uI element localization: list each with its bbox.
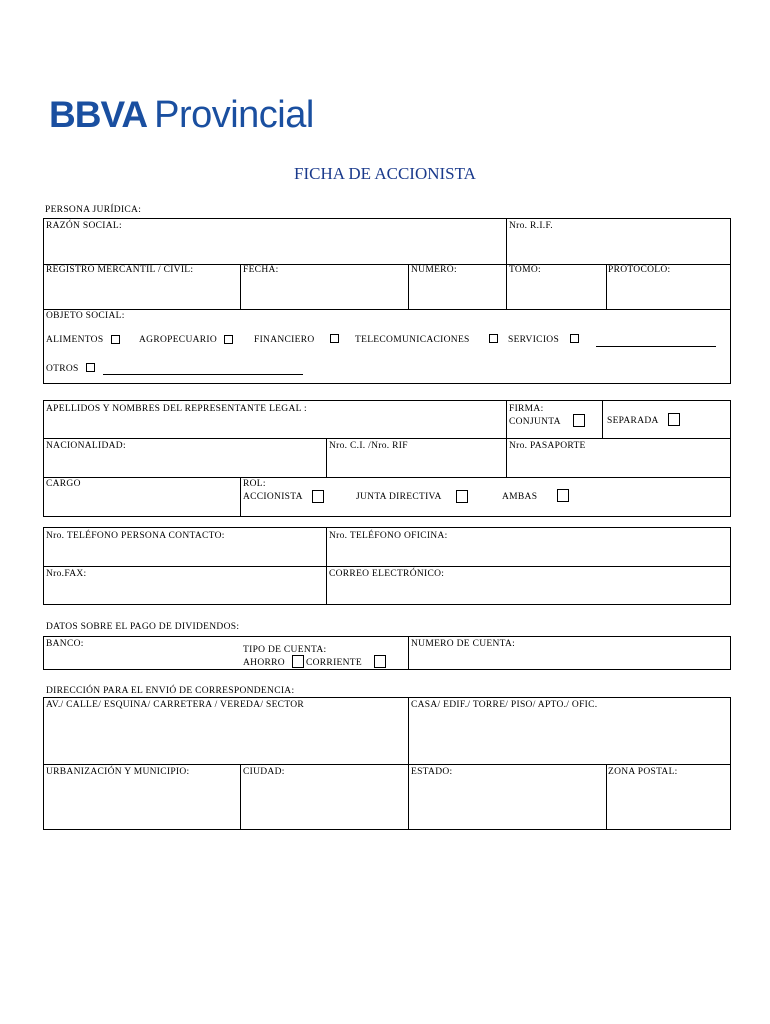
divider <box>506 264 507 309</box>
numero-field[interactable]: NUMERO: <box>411 265 457 275</box>
protocolo-field[interactable]: PROTOCOLO: <box>608 265 671 275</box>
ciudad-field[interactable]: CIUDAD: <box>243 767 285 777</box>
telecomunicaciones-checkbox[interactable] <box>489 334 498 343</box>
divider <box>326 527 327 605</box>
ahorro-checkbox[interactable] <box>292 655 304 668</box>
nacionalidad-field[interactable]: NACIONALIDAD: <box>46 441 126 451</box>
rol-label: ROL: <box>243 479 266 489</box>
conjunta-label: CONJUNTA <box>509 417 561 427</box>
logo-name: Provincial <box>154 94 314 136</box>
rif-field[interactable]: Nro. R.I.F. <box>509 221 553 231</box>
razon-social-field[interactable]: RAZÓN SOCIAL: <box>46 221 122 231</box>
fecha-field[interactable]: FECHA: <box>243 265 279 275</box>
divider <box>43 566 731 567</box>
correo-field[interactable]: CORREO ELECTRÓNICO: <box>329 569 445 579</box>
separada-label: SEPARADA <box>607 416 659 426</box>
calle-field[interactable]: AV./ CALLE/ ESQUINA/ CARRETERA / VEREDA/ SECTOR <box>46 700 305 710</box>
divider <box>408 697 409 830</box>
divider <box>506 218 507 264</box>
section-persona-juridica: PERSONA JURÍDICA: <box>45 205 142 215</box>
banco-field[interactable]: BANCO: <box>46 639 84 649</box>
estado-field[interactable]: ESTADO: <box>411 767 453 777</box>
numero-cuenta-field[interactable]: NUMERO DE CUENTA: <box>411 639 516 649</box>
objeto-social-label: OBJETO SOCIAL: <box>46 311 125 321</box>
financiero-label: FINANCIERO <box>254 335 315 345</box>
cargo-field[interactable]: CARGO <box>46 479 81 489</box>
casa-field[interactable]: CASA/ EDIF./ TORRE/ PISO/ APTO./ OFIC. <box>411 700 598 710</box>
divider <box>408 636 409 670</box>
corriente-checkbox[interactable] <box>374 655 386 668</box>
fax-field[interactable]: Nro.FAX: <box>46 569 87 579</box>
divider <box>326 438 327 477</box>
financiero-checkbox[interactable] <box>330 334 339 343</box>
ci-rif-field[interactable]: Nro. C.I. /Nro. RIF <box>329 441 408 451</box>
registro-mercantil-field[interactable]: REGISTRO MERCANTIL / CIVIL: <box>46 265 194 275</box>
section-direccion: DIRECCIÓN PARA EL ENVIÓ DE CORRESPONDENCIA: <box>46 686 295 696</box>
ahorro-label: AHORRO <box>243 658 285 668</box>
logo-brand: BBVA <box>49 94 148 135</box>
tipo-cuenta-label: TIPO DE CUENTA: <box>243 645 327 655</box>
accionista-label: ACCIONISTA <box>243 492 303 502</box>
page-title: FICHA DE ACCIONISTA <box>294 164 476 183</box>
divider <box>606 764 607 830</box>
accionista-checkbox[interactable] <box>312 490 324 503</box>
ambas-label: AMBAS <box>502 492 538 502</box>
divider <box>43 438 731 439</box>
alimentos-checkbox[interactable] <box>111 335 120 344</box>
conjunta-checkbox[interactable] <box>573 414 585 427</box>
apellidos-nombres-field[interactable]: APELLIDOS Y NOMBRES DEL REPRESENTANTE LEGAL : <box>46 404 307 414</box>
junta-directiva-label: JUNTA DIRECTIVA <box>356 492 442 502</box>
divider <box>240 264 241 309</box>
firma-label: FIRMA: <box>509 404 544 414</box>
telefono-contacto-field[interactable]: Nro. TELÉFONO PERSONA CONTACTO: <box>46 531 225 541</box>
separada-checkbox[interactable] <box>668 413 680 426</box>
divider <box>240 764 241 830</box>
telefono-oficina-field[interactable]: Nro. TELÉFONO OFICINA: <box>329 531 448 541</box>
servicios-label: SERVICIOS <box>508 335 560 345</box>
divider <box>602 400 603 438</box>
bbva-provincial-logo <box>49 94 314 138</box>
otros-label: OTROS <box>46 364 79 374</box>
zona-postal-field[interactable]: ZONA POSTAL: <box>608 767 678 777</box>
servicios-checkbox[interactable] <box>570 334 579 343</box>
corriente-label: CORRIENTE <box>306 658 363 668</box>
telecomunicaciones-label: TELECOMUNICACIONES <box>355 335 470 345</box>
pasaporte-field[interactable]: Nro. PASAPORTE <box>509 441 586 451</box>
agropecuario-checkbox[interactable] <box>224 335 233 344</box>
persona-juridica-table <box>43 218 731 384</box>
alimentos-label: ALIMENTOS <box>46 335 104 345</box>
otros-blank-line[interactable] <box>103 374 303 375</box>
divider <box>43 309 731 310</box>
servicios-blank-line[interactable] <box>596 346 716 347</box>
divider <box>606 264 607 309</box>
divider <box>506 400 507 477</box>
otros-checkbox[interactable] <box>86 363 95 372</box>
tomo-field[interactable]: TOMO: <box>509 265 541 275</box>
divider <box>408 264 409 309</box>
ambas-checkbox[interactable] <box>557 489 569 502</box>
divider <box>43 764 731 765</box>
junta-directiva-checkbox[interactable] <box>456 490 468 503</box>
dividendos-table <box>43 636 731 670</box>
divider <box>240 477 241 517</box>
divider <box>43 477 731 478</box>
section-dividendos: DATOS SOBRE EL PAGO DE DIVIDENDOS: <box>46 622 240 632</box>
agropecuario-label: AGROPECUARIO <box>139 335 218 345</box>
urbanizacion-field[interactable]: URBANIZACIÓN Y MUNICIPIO: <box>46 767 190 777</box>
